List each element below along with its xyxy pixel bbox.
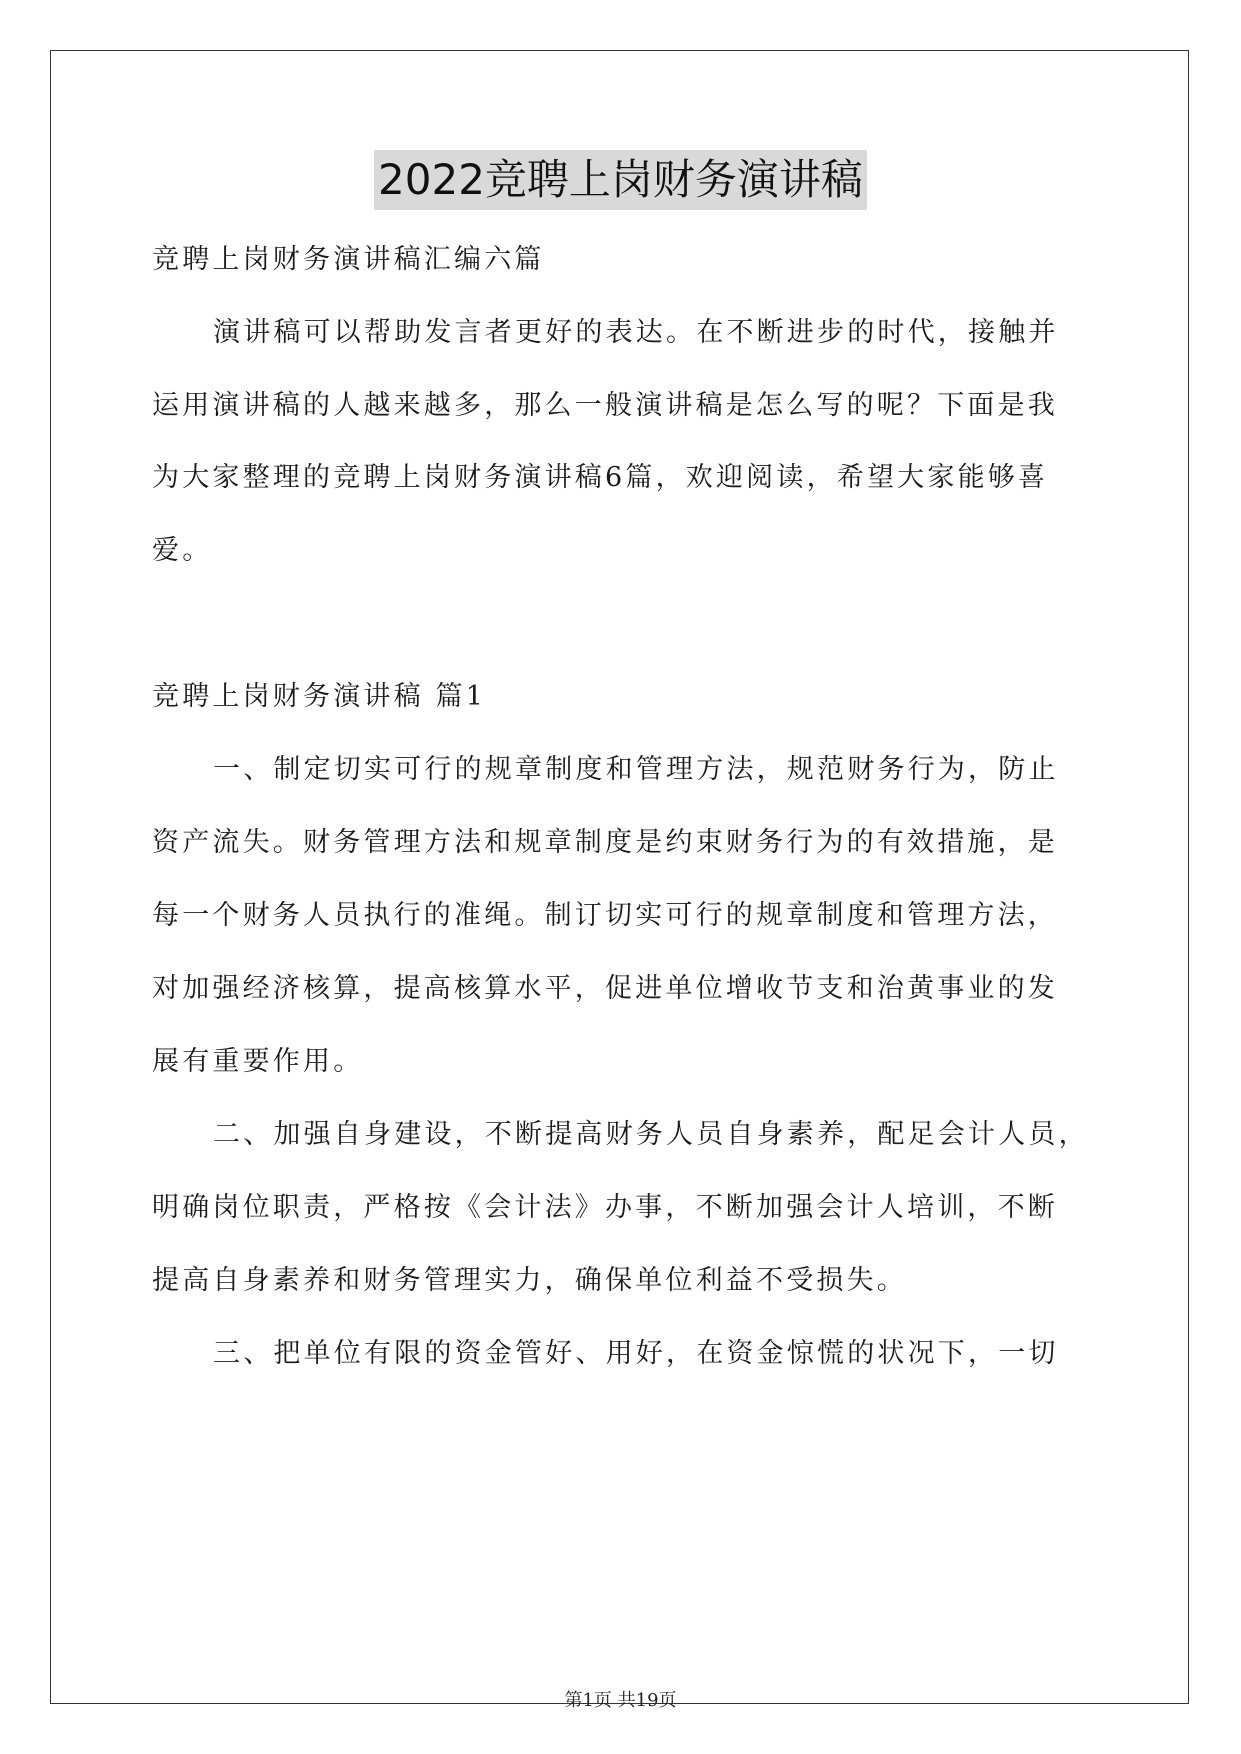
page-border [50, 50, 1189, 1704]
intro-line-4: 爱。 [152, 535, 213, 566]
para1-line-2: 资产流失。财务管理方法和规章制度是约束财务行为的有效措施，是 [152, 827, 1058, 858]
intro-line-3: 为大家整理的竞聘上岗财务演讲稿6篇，欢迎阅读，希望大家能够喜 [152, 462, 1049, 493]
para1-line-4: 对加强经济核算，提高核算水平，促进单位增收节支和治黄事业的发 [152, 973, 1058, 1004]
intro-line-2: 运用演讲稿的人越来越多，那么一般演讲稿是怎么写的呢？下面是我 [152, 390, 1058, 421]
para1-line-5: 展有重要作用。 [152, 1046, 364, 1077]
title-container [0, 150, 1241, 210]
para2-line-1: 二、加强自身建设，不断提高财务人员自身素养，配足会计人员， [213, 1119, 1089, 1150]
intro-line-1: 演讲稿可以帮助发言者更好的表达。在不断进步的时代，接触并 [213, 317, 1059, 348]
section-heading: 竞聘上岗财务演讲稿 篇1 [152, 681, 487, 712]
para1-line-1: 一、制定切实可行的规章制度和管理方法，规范财务行为，防止 [213, 754, 1059, 785]
page-number-footer: 第1页 共19页 [564, 1690, 677, 1711]
para2-line-3: 提高自身素养和财务管理实力，确保单位利益不受损失。 [152, 1265, 907, 1296]
document-title: 2022竞聘上岗财务演讲稿 [374, 150, 867, 210]
para1-line-3: 每一个财务人员执行的准绳。制订切实可行的规章制度和管理方法， [152, 900, 1058, 931]
para2-line-2: 明确岗位职责，严格按《会计法》办事，不断加强会计人培训，不断 [152, 1192, 1058, 1223]
para3-line-1: 三、把单位有限的资金管好、用好，在资金惊慌的状况下，一切 [213, 1338, 1059, 1369]
subtitle: 竞聘上岗财务演讲稿汇编六篇 [152, 244, 545, 275]
